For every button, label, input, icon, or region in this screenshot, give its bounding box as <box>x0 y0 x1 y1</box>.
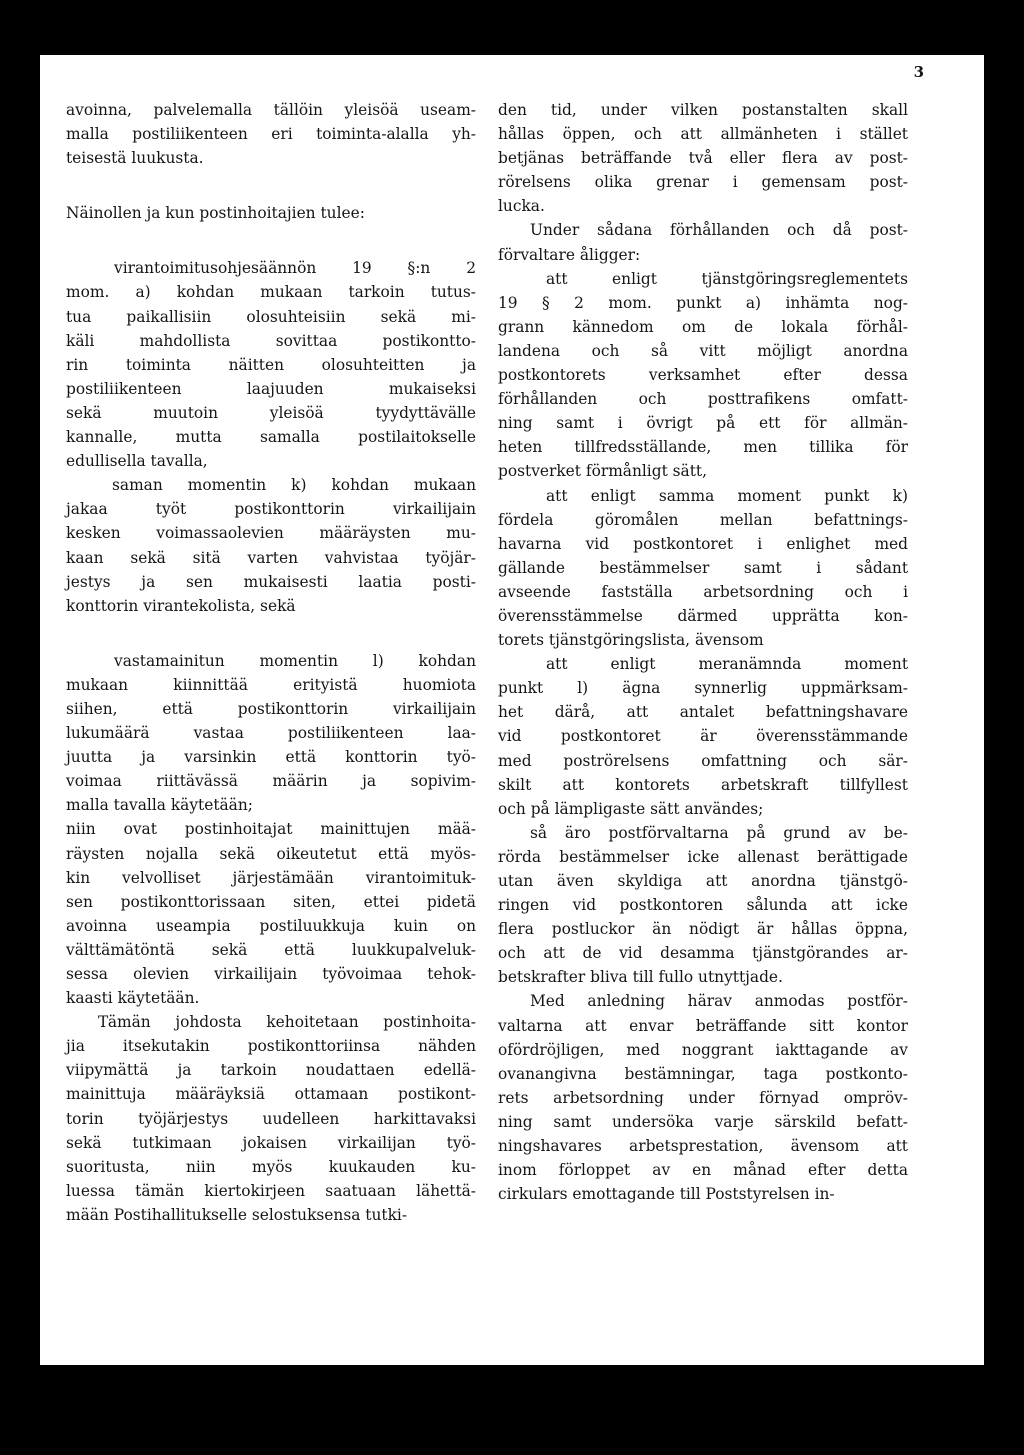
text-line: och att de vid desamma tjänstgörandes ar- <box>498 944 908 963</box>
text-line: förhållanden och posttrafikens omfatt- <box>498 390 908 409</box>
text-line: förvaltare åligger: <box>498 245 641 264</box>
text-line: virantoimitusohjesäännön 19 §:n 2 <box>114 259 476 278</box>
paragraph-spacer <box>66 170 476 201</box>
text-line: sessa olevien virkailijain työvoimaa tehok- <box>66 965 476 983</box>
text-line: teisestä luukusta. <box>66 149 204 168</box>
text-line: ning samt undersöka varje särskild befatt- <box>498 1112 908 1131</box>
text-line: räysten nojalla sekä oikeutetut että myös- <box>66 844 476 863</box>
text-line: ovanangivna bestämningar, taga postkonto- <box>498 1064 908 1083</box>
text-line: saman momentin k) kohdan mukaan <box>112 476 476 495</box>
text-line: siihen, että postikonttorin virkailijain <box>66 699 476 718</box>
text-line: kaan sekä sitä varten vahvistaa työjär- <box>66 548 476 567</box>
text-line: tua paikallisiin olosuhteisiin sekä mi- <box>66 307 476 326</box>
text-line: avseende fastställa arbetsordning och i <box>498 582 908 601</box>
text-line: suoritusta, niin myös kuukauden ku- <box>66 1157 476 1176</box>
text-line: inom förloppet av en månad efter detta <box>498 1161 908 1180</box>
text-line: postkontorets verksamhet efter dessa <box>498 366 908 385</box>
paragraph-spacer <box>66 225 476 256</box>
text-line: rin toiminta näitten olosuhteitten ja <box>66 355 476 374</box>
text-line: ringen vid postkontoren sålunda att icke <box>498 896 908 915</box>
text-line: den tid, under vilken postanstalten skall <box>498 101 908 119</box>
text-line: flera postluckor än nödigt är hållas öppna, <box>498 920 908 939</box>
text-line: så äro postförvaltarna på grund av be- <box>530 823 908 842</box>
text-line: niin ovat postinhoitajat mainittujen mää- <box>66 820 476 839</box>
text-line: postverket förmånligt sätt, <box>498 462 707 481</box>
text-line: valtarna att envar beträffande sitt kontor <box>498 1016 908 1035</box>
text-line: voimaa riittävässä määrin ja sopivim- <box>66 772 476 791</box>
text-line: överensstämmelse därmed upprätta kon- <box>498 606 908 625</box>
text-line: sekä tutkimaan jokaisen virkailijan työ- <box>66 1133 476 1152</box>
text-line: kesken voimassaolevien määräysten mu- <box>66 524 476 543</box>
text-line: och på lämpligaste sätt användes; <box>498 799 764 818</box>
text-line: mään Postihallitukselle selostuksensa tutki- <box>66 1205 408 1224</box>
text-line: vastamainitun momentin l) kohdan <box>114 651 476 670</box>
text-line: kannalle, mutta samalla postilaitokselle <box>66 428 476 447</box>
text-line: fördela göromålen mellan befattnings- <box>498 510 908 529</box>
text-line: att enligt meranämnda moment <box>546 655 908 674</box>
text-line: malla tavalla käytetään; <box>66 796 253 815</box>
text-line: rörda bestämmelser icke allenast berättigade <box>498 847 908 866</box>
text-line: att enligt samma moment punkt k) <box>546 486 908 505</box>
text-line: mom. a) kohdan mukaan tarkoin tutus- <box>66 283 476 302</box>
text-line: jakaa työt postikonttorin virkailijain <box>66 500 476 519</box>
text-line: luessa tämän kiertokirjeen saatuaan lähettä- <box>66 1181 476 1200</box>
finnish-text-column <box>66 98 476 1227</box>
paragraph-spacer <box>66 618 476 649</box>
text-line: välttämätöntä sekä että luukkupalveluk- <box>66 940 476 959</box>
text-line: konttorin virantekolista, sekä <box>66 596 296 615</box>
text-line: rets arbetsordning under förnyad ompröv- <box>498 1088 908 1107</box>
text-line: Med anledning härav anmodas postför- <box>530 992 908 1011</box>
text-line: skilt att kontorets arbetskraft tillfyllest <box>498 775 908 794</box>
text-line: käli mahdollista sovittaa postikontto- <box>66 331 476 350</box>
text-line: viipymättä ja tarkoin noudattaen edellä- <box>66 1061 476 1080</box>
text-line: juutta ja varsinkin että konttorin työ- <box>66 748 476 767</box>
text-line: hållas öppen, och att allmänheten i stället <box>498 125 908 144</box>
swedish-text-column <box>498 98 908 1206</box>
text-line: avoinna useampia postiluukkuja kuin on <box>66 916 476 935</box>
text-line: havarna vid postkontoret i enlighet med <box>498 534 908 553</box>
text-line: sen postikonttorissaan siten, ettei pidetä <box>66 892 476 911</box>
text-line: grann kännedom om de lokala förhål- <box>498 317 908 336</box>
text-line: ning samt i övrigt på ett för allmän- <box>498 414 908 433</box>
text-line: mainittuja määräyksiä ottamaan postikont- <box>66 1085 476 1104</box>
text-line: landena och så vitt möjligt anordna <box>498 341 908 360</box>
text-line: punkt l) ägna synnerlig uppmärksam- <box>498 679 908 698</box>
page-number: 3 <box>913 63 924 81</box>
text-line: vid postkontoret är överensstämmande <box>498 727 908 746</box>
text-line: ningshavares arbetsprestation, ävensom att <box>498 1137 908 1156</box>
text-line: postiliikenteen laajuuden mukaiseksi <box>66 379 476 398</box>
text-line: jia itsekutakin postikonttoriinsa nähden <box>66 1037 476 1056</box>
text-line: utan även skyldiga att anordna tjänstgö- <box>498 872 908 890</box>
text-line: kin velvolliset järjestämään virantoimituk- <box>66 868 476 887</box>
document-page <box>40 55 984 1365</box>
text-line: torets tjänstgöringslista, ävensom <box>498 631 764 650</box>
text-line: betskrafter bliva till fullo utnyttjade. <box>498 968 783 987</box>
text-line: rörelsens olika grenar i gemensam post- <box>498 173 908 192</box>
text-line: med poströrelsens omfattning och sär- <box>498 751 908 770</box>
text-line: cirkulars emottagande till Poststyrelsen in- <box>498 1185 835 1204</box>
text-line: sekä muutoin yleisöä tyydyttävälle <box>66 403 476 422</box>
text-line: malla postiliikenteen eri toiminta-alalla yh- <box>66 125 476 144</box>
text-line: edullisella tavalla, <box>66 452 208 471</box>
text-line: ofördröjligen, med noggrant iakttagande av <box>498 1040 908 1059</box>
text-line: betjänas beträffande två eller flera av post- <box>498 149 908 168</box>
text-line: torin työjärjestys uudelleen harkittavaksi <box>66 1109 476 1128</box>
text-line: heten tillfredsställande, men tillika för <box>498 438 908 457</box>
text-line: Under sådana förhållanden och då post- <box>530 221 908 240</box>
text-line: kaasti käytetään. <box>66 989 200 1008</box>
text-line: mukaan kiinnittää erityistä huomiota <box>66 675 476 694</box>
text-line: avoinna, palvelemalla tällöin yleisöä useam- <box>66 101 476 119</box>
text-line: lucka. <box>498 197 545 216</box>
text-line: 19 § 2 mom. punkt a) inhämta nog- <box>498 293 908 312</box>
text-line: het därå, att antalet befattningshavare <box>498 703 908 722</box>
text-line: jestys ja sen mukaisesti laatia posti- <box>66 572 476 591</box>
text-line: Tämän johdosta kehoitetaan postinhoita- <box>98 1013 476 1032</box>
text-line: Näinollen ja kun postinhoitajien tulee: <box>66 204 365 223</box>
text-line: lukumäärä vastaa postiliikenteen laa- <box>66 724 476 743</box>
text-line: gällande bestämmelser samt i sådant <box>498 558 908 577</box>
text-line: att enligt tjänstgöringsreglementets <box>546 269 908 288</box>
